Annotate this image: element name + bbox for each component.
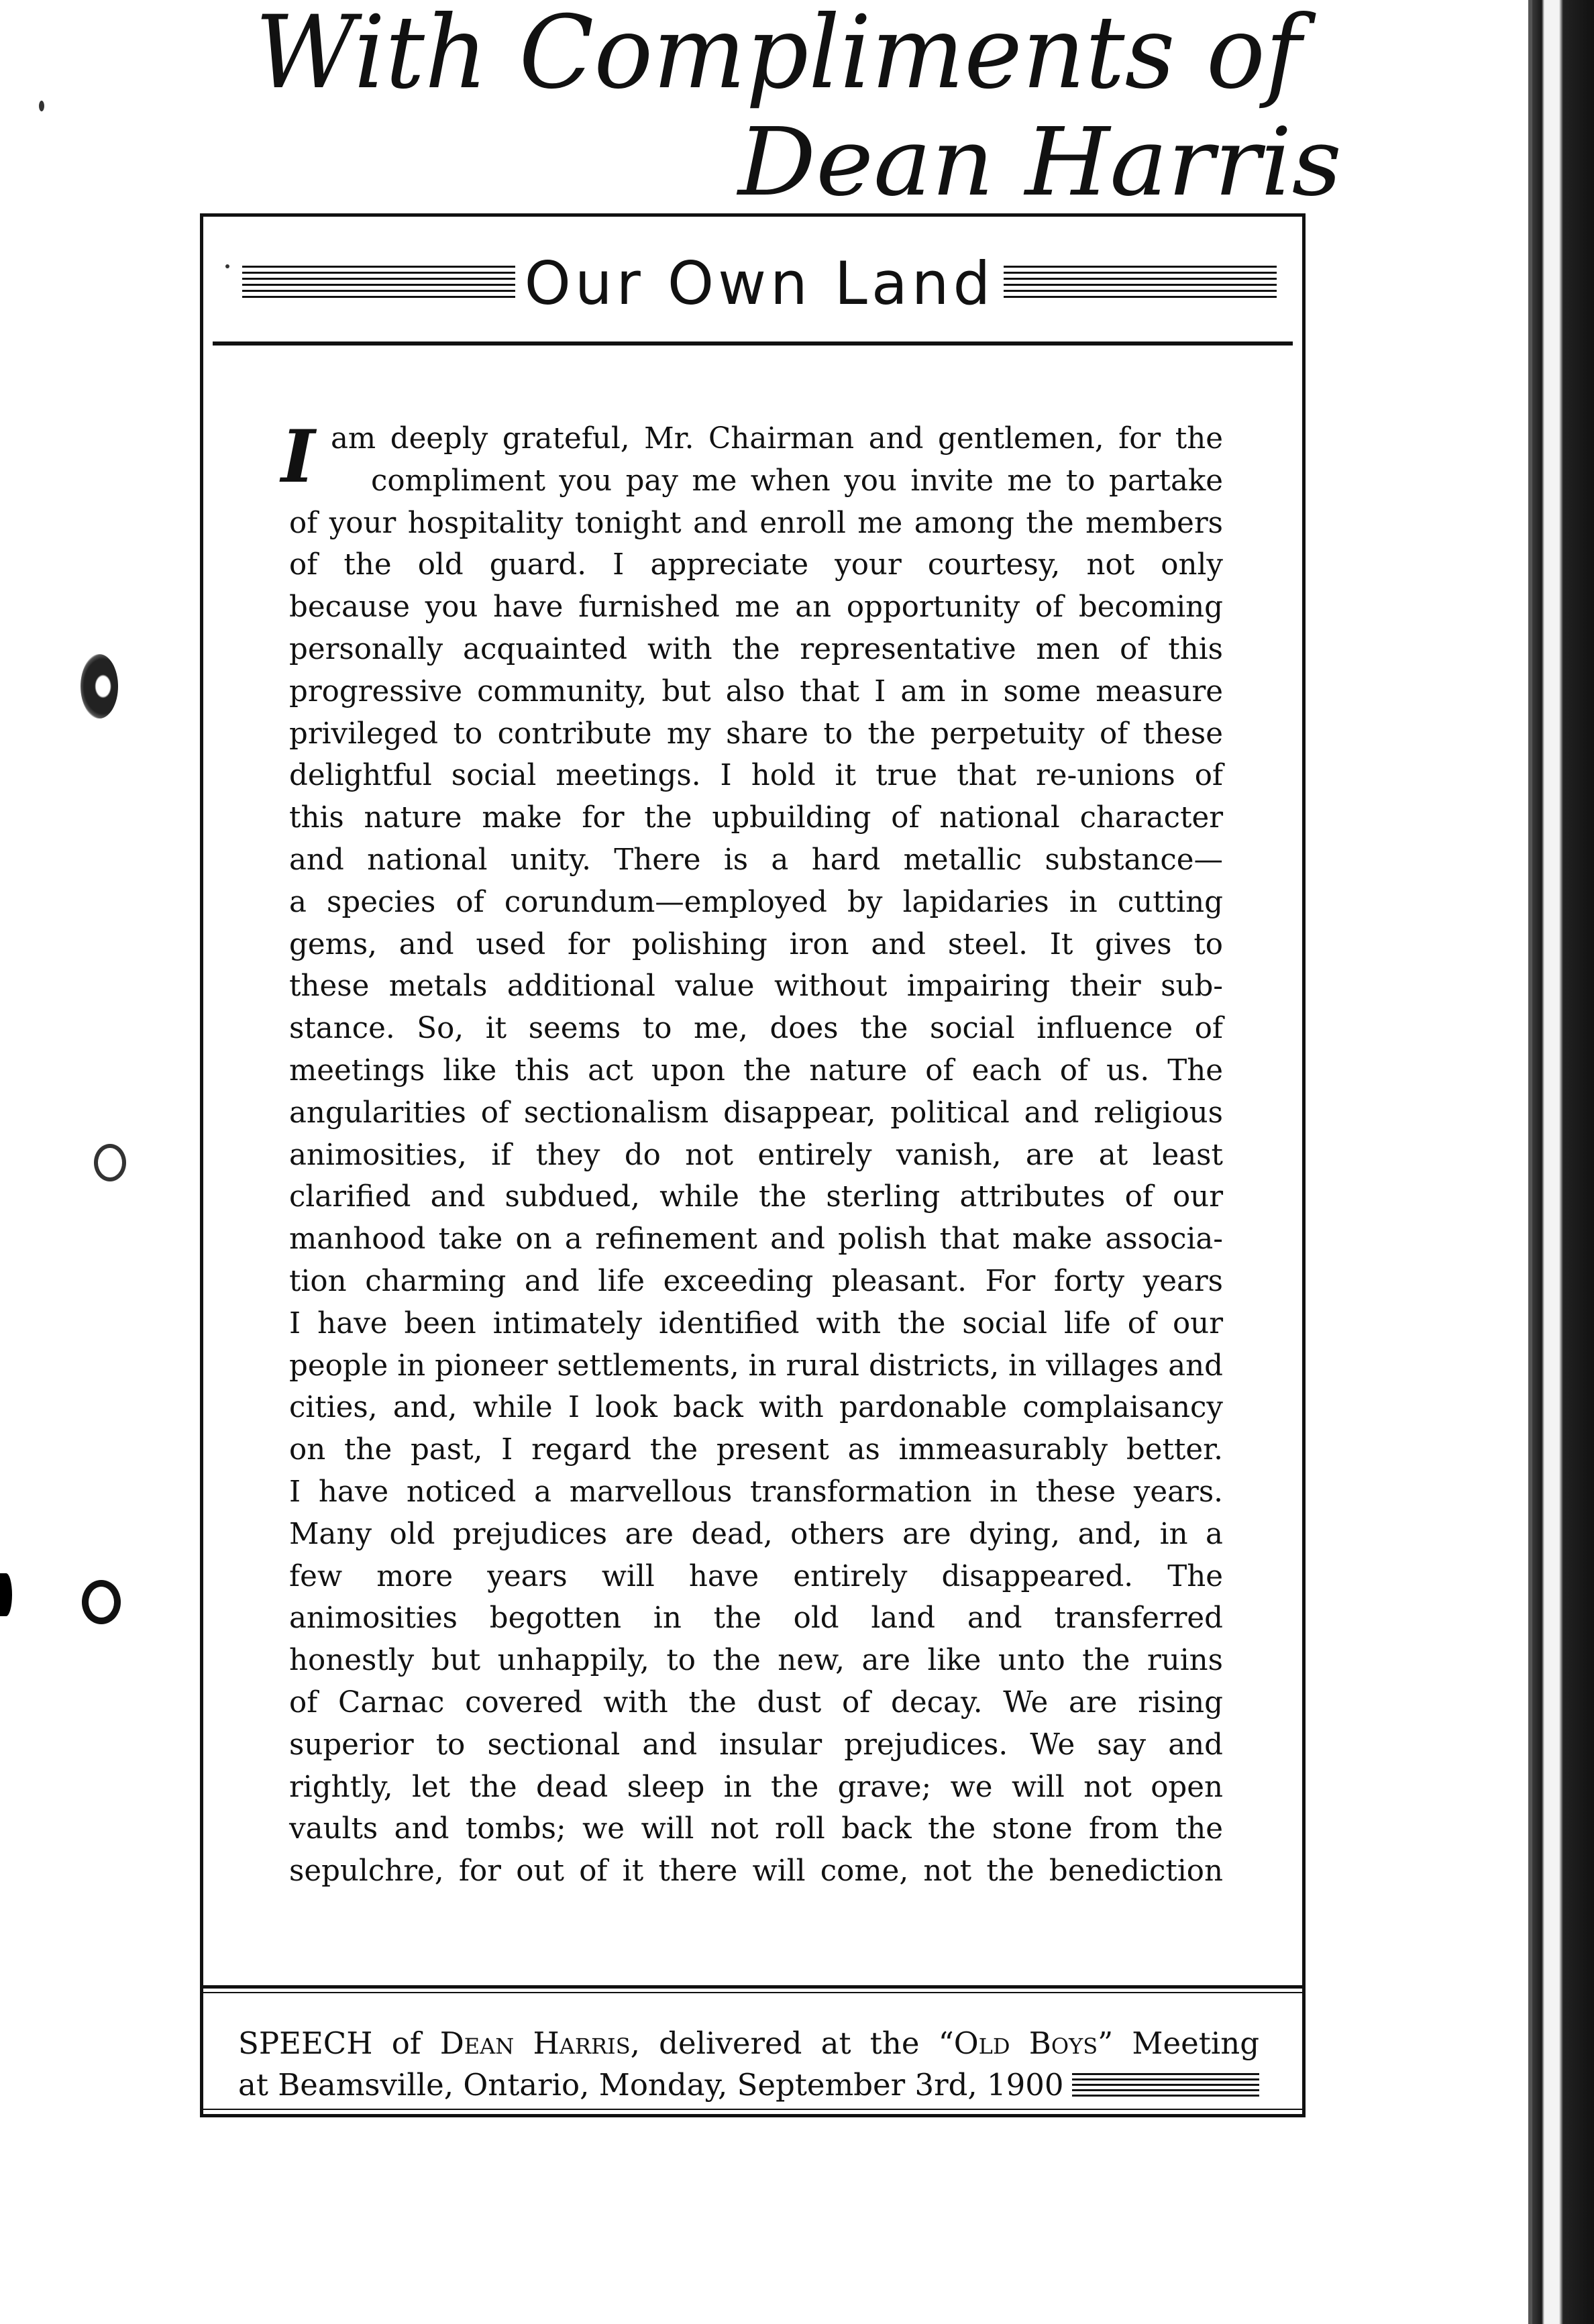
punch-hole bbox=[82, 1580, 121, 1624]
inscription-line1: With Compliments of bbox=[255, 0, 1316, 111]
body-line: cities, and, while I look back with pardonable complaisancy bbox=[289, 1391, 1223, 1425]
body-line: clarified and subdued, while the sterling attributes of our bbox=[289, 1180, 1223, 1214]
caption-rule bbox=[1072, 2073, 1259, 2097]
page-title: Our Own Land bbox=[524, 249, 995, 318]
body-line: and national unity. There is a hard metallic substance— bbox=[289, 843, 1223, 877]
footer-divider bbox=[203, 1985, 1302, 1989]
body-line: few more years will have entirely disappeared. The bbox=[289, 1559, 1223, 1593]
speech-body bbox=[281, 415, 1223, 1893]
inscription-line2: Dean Harris bbox=[735, 108, 1342, 208]
punch-hole bbox=[0, 1573, 12, 1616]
title-band bbox=[215, 250, 1290, 317]
body-line: a species of corundum—employed by lapidaries in cutting bbox=[289, 885, 1223, 919]
body-line: of Carnac covered with the dust of decay. We are rising bbox=[289, 1685, 1223, 1720]
body-line: on the past, I regard the present as immeasurably better. bbox=[289, 1433, 1223, 1467]
title-rule-left bbox=[242, 266, 515, 302]
punch-hole bbox=[81, 654, 118, 719]
caption-speaker-name: Dean Harris bbox=[439, 2025, 631, 2061]
body-line: am deeply grateful, Mr. Chairman and gentlemen, for the bbox=[331, 422, 1223, 456]
body-line: stance. So, it seems to me, does the social influence of bbox=[289, 1012, 1223, 1046]
body-line: personally acquainted with the representative men of this bbox=[289, 632, 1223, 666]
body-line: manhood take on a refinement and polish that make associa- bbox=[289, 1222, 1223, 1257]
speck bbox=[39, 101, 44, 111]
body-line: gems, and used for polishing iron and steel. It gives to bbox=[289, 927, 1223, 961]
body-line: meetings like this act upon the nature of each of us. The bbox=[289, 1053, 1223, 1088]
body-line: animosities, if they do not entirely vanish, are at least bbox=[289, 1138, 1223, 1172]
body-line: rightly, let the dead sleep in the grave; we will not open bbox=[289, 1770, 1223, 1804]
body-line: superior to sectional and insular prejudices. We say and bbox=[289, 1728, 1223, 1762]
body-line: of your hospitality tonight and enroll me among the members bbox=[289, 506, 1223, 540]
title-rule-right bbox=[1004, 266, 1277, 302]
body-line: these metals additional value without impairing their sub- bbox=[289, 969, 1223, 1004]
body-line: progressive community, but also that I am in some measure bbox=[289, 674, 1223, 708]
speech-caption bbox=[238, 2023, 1259, 2106]
page-edge bbox=[1532, 0, 1594, 2324]
body-line: because you have furnished me an opportunity of becoming bbox=[289, 590, 1223, 625]
body-line: sepulchre, for out of it there will come, not the benediction bbox=[289, 1854, 1223, 1889]
body-line: I have noticed a marvellous transformation in these years. bbox=[289, 1475, 1223, 1509]
body-line: people in pioneer settlements, in rural districts, in villages and bbox=[289, 1349, 1223, 1383]
body-line: privileged to contribute my share to the perpetuity of these bbox=[289, 717, 1223, 751]
body-line: of the old guard. I appreciate your courtesy, not only bbox=[289, 548, 1223, 582]
body-line: I have been intimately identified with the social life of our bbox=[289, 1306, 1223, 1340]
footer-divider-thin bbox=[203, 1992, 1302, 1993]
handwritten-inscription bbox=[255, 0, 1395, 208]
frame-bottom-rule bbox=[203, 2109, 1302, 2117]
caption-delivered: , delivered at the “ bbox=[630, 2025, 954, 2061]
caption-speech-of: SPEECH of bbox=[238, 2025, 440, 2061]
speech-frame bbox=[200, 213, 1306, 2117]
caption-line-1 bbox=[238, 2023, 1259, 2064]
drop-cap: I bbox=[281, 415, 315, 499]
caption-event-name: Old Boys bbox=[953, 2025, 1098, 2061]
punch-hole bbox=[94, 1144, 126, 1181]
body-line: vaults and tombs; we will not roll back the stone from the bbox=[289, 1812, 1223, 1846]
body-line: compliment you pay me when you invite me to partake bbox=[371, 464, 1223, 498]
body-line: delightful social meetings. I hold it true that re-unions of bbox=[289, 759, 1223, 793]
caption-line-2 bbox=[238, 2064, 1259, 2106]
body-line: Many old prejudices are dead, others are dying, and, in a bbox=[289, 1517, 1223, 1551]
body-line: animosities begotten in the old land and transferred bbox=[289, 1601, 1223, 1636]
caption-meeting: ” Meeting bbox=[1098, 2025, 1260, 2061]
title-divider bbox=[213, 341, 1293, 346]
body-line: this nature make for the upbuilding of national character bbox=[289, 801, 1223, 835]
body-line: angularities of sectionalism disappear, political and religious bbox=[289, 1096, 1223, 1130]
caption-location-date: at Beamsville, Ontario, Monday, September 3rd, 1900 bbox=[238, 2067, 1064, 2103]
body-line: honestly but unhappily, to the new, are like unto the ruins bbox=[289, 1644, 1223, 1678]
body-line: tion charming and life exceeding pleasant. For forty years bbox=[289, 1264, 1223, 1298]
